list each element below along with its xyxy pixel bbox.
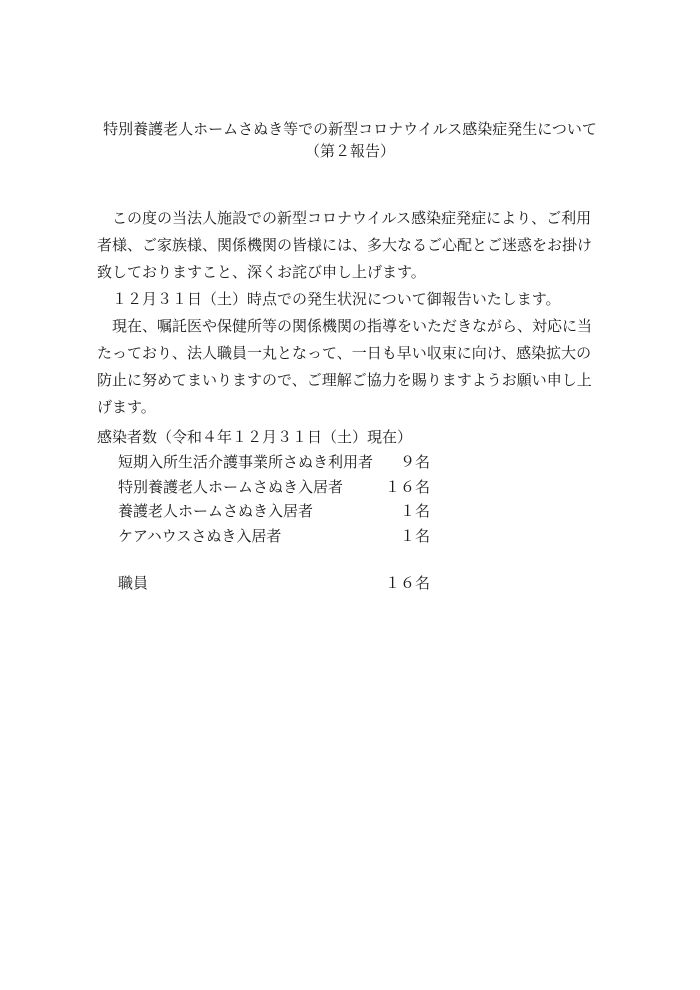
paragraph-report-date: １２月３１日（土）時点での発生状況について御報告いたします。 — [112, 290, 561, 308]
staff-row — [118, 571, 430, 595]
case-label: 特別養護老人ホームさぬき入居者 — [118, 477, 344, 496]
case-count: １６名 — [384, 477, 430, 496]
case-count: ９名 — [399, 453, 430, 471]
case-label: 養護老人ホームさぬき入居者 — [118, 502, 314, 520]
staff-label: 職員 — [118, 574, 149, 592]
cases-heading: 感染者数（令和４年１２月３１日（土）現在） — [97, 428, 413, 446]
case-row — [118, 524, 430, 549]
staff-count: １６名 — [384, 574, 430, 592]
paragraph-response: 現在、嘱託医や保健所等の関係機関の指導をいただきながら、対応に当たっており、法人職員一丸となって、一日も早い収束に向け、感染拡大の防止に努めてまいりますので、ご理解ご協力を賜りますようお願い申し上げます。 — [97, 317, 593, 416]
case-list — [118, 450, 430, 548]
document-subtitle: （第２報告） — [304, 142, 395, 160]
case-row — [118, 499, 430, 524]
document-title: 特別養護老人ホームさぬき等での新型コロナウイルス感染症発生について — [103, 120, 597, 138]
paragraph-apology: この度の当法人施設での新型コロナウイルス感染症発症により、ご利用者様、ご家族様、関係機関の皆様には、多大なるご心配とご迷惑をお掛け致しておりますこと、深くお詫び申し上げます。 — [97, 209, 593, 281]
document-body — [97, 205, 602, 421]
case-label: ケアハウスさぬき入居者 — [118, 526, 282, 545]
case-count: １名 — [399, 502, 430, 520]
case-count: １名 — [399, 526, 430, 545]
case-label: 短期入所生活介護事業所さぬき利用者 — [118, 453, 374, 471]
case-row — [118, 475, 430, 500]
case-row — [118, 450, 430, 475]
